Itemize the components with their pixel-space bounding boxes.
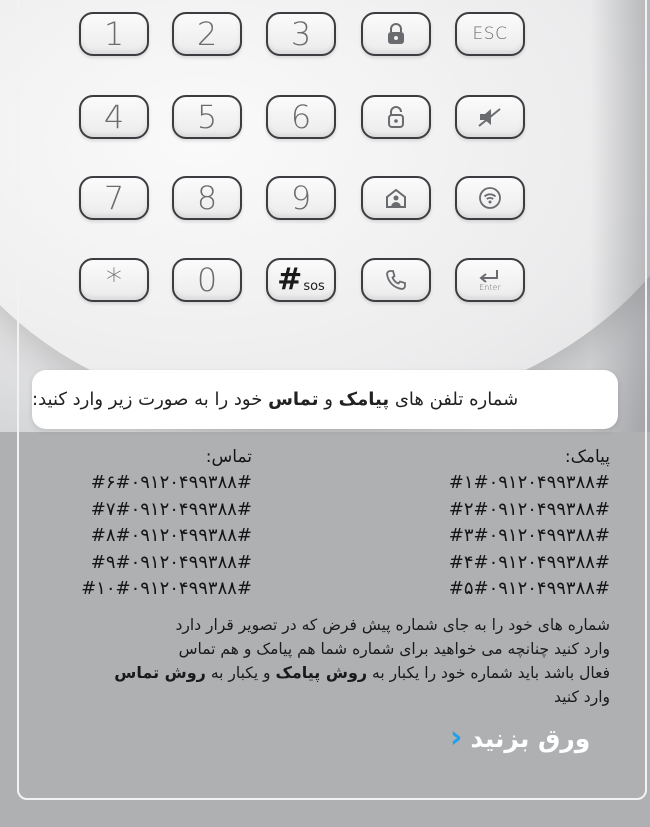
instructions-call-method: روش تماس — [114, 663, 206, 682]
enter-label: Enter — [479, 283, 501, 292]
unlock-icon — [385, 105, 407, 129]
esc-label: ESC — [472, 23, 508, 44]
lock-icon — [385, 22, 407, 46]
sms-number: #۵#۰۹۱۲۰۴۹۹۳۸۸# — [448, 578, 610, 599]
headline-sms: پیامک — [338, 389, 390, 410]
key-2-label: 2 — [196, 15, 218, 53]
sms-title: پیامک: — [564, 447, 610, 467]
headline-call: تماس — [268, 389, 319, 410]
instructions-text — [36, 614, 610, 709]
chevron-left-icon: ‹ — [450, 720, 463, 755]
swipe-next-button[interactable] — [450, 718, 615, 758]
key-9[interactable] — [266, 176, 336, 220]
key-7[interactable] — [79, 176, 149, 220]
key-wifi[interactable] — [455, 176, 525, 220]
instructions-line-2: وارد کنید چنانچه می خواهید برای شماره شما هم پیامک و هم تماس — [178, 639, 610, 658]
key-8[interactable] — [172, 176, 242, 220]
key-unlock[interactable] — [361, 95, 431, 139]
key-6[interactable] — [266, 95, 336, 139]
phone-icon — [384, 268, 408, 292]
instructions-line-1: شماره های خود را به جای شماره پیش فرض که در تصویر قرار دارد — [175, 616, 610, 634]
key-0-label: 0 — [196, 261, 218, 299]
sms-numbers-column — [396, 444, 610, 603]
key-8-label: 8 — [196, 179, 218, 217]
swipe-label: ورق بزنید — [470, 723, 591, 753]
instructions-line-3 — [36, 661, 610, 686]
wifi-icon — [478, 186, 502, 210]
key-star[interactable] — [79, 258, 149, 302]
key-esc[interactable] — [455, 12, 525, 56]
instructions-line-4: وارد کنید — [554, 687, 610, 706]
headline-part3: خود را به صورت زیر وارد کنید: — [32, 389, 269, 410]
key-star-label: * — [106, 261, 122, 299]
call-number: #۶#۰۹۱۲۰۴۹۹۳۸۸# — [90, 472, 252, 493]
key-4-label: 4 — [103, 98, 125, 136]
key-3[interactable] — [266, 12, 336, 56]
key-0[interactable] — [172, 258, 242, 302]
headline-part2: و — [318, 389, 339, 410]
sms-number: #۳#۰۹۱۲۰۴۹۹۳۸۸# — [448, 525, 610, 546]
sms-number: #۱#۰۹۱۲۰۴۹۹۳۸۸# — [448, 472, 610, 493]
key-5-label: 5 — [196, 98, 218, 136]
headline-text — [32, 389, 518, 410]
sms-number: #۲#۰۹۱۲۰۴۹۹۳۸۸# — [448, 498, 610, 520]
sos-sub-label: sos — [303, 278, 325, 294]
call-numbers-column — [40, 444, 252, 603]
sos-hash-label: # — [277, 262, 303, 297]
instructions-line-3a: فعال باشد باید شماره خود را یکبار به — [367, 664, 610, 682]
key-9-label: 9 — [290, 179, 312, 217]
call-number: #۹#۰۹۱۲۰۴۹۹۳۸۸# — [90, 551, 252, 573]
key-1[interactable] — [79, 12, 149, 56]
keypad — [0, 0, 650, 330]
key-2[interactable] — [172, 12, 242, 56]
sms-number: #۴#۰۹۱۲۰۴۹۹۳۸۸# — [448, 551, 610, 573]
key-sos[interactable] — [266, 258, 336, 302]
call-number: #۸#۰۹۱۲۰۴۹۹۳۸۸# — [90, 525, 252, 546]
mute-icon — [477, 106, 503, 128]
key-1-label: 1 — [103, 15, 125, 53]
key-5[interactable] — [172, 95, 242, 139]
key-3-label: 3 — [290, 15, 312, 53]
key-6-label: 6 — [290, 98, 312, 136]
key-call[interactable] — [361, 258, 431, 302]
call-number: #۷#۰۹۱۲۰۴۹۹۳۸۸# — [90, 498, 252, 520]
key-4[interactable] — [79, 95, 149, 139]
call-number: #۱۰#۰۹۱۲۰۴۹۹۳۸۸# — [81, 578, 252, 599]
home-person-icon — [384, 187, 408, 209]
key-home[interactable] — [361, 176, 431, 220]
instructions-sms-method: روش پیامک — [275, 663, 368, 682]
key-enter[interactable] — [455, 258, 525, 302]
instructions-line-3c: و یکبار به — [205, 664, 276, 682]
key-lock[interactable] — [361, 12, 431, 56]
headline-banner — [32, 370, 618, 429]
headline-part1: شماره تلفن های — [389, 389, 519, 410]
key-mute[interactable] — [455, 95, 525, 139]
key-7-label: 7 — [103, 179, 125, 217]
call-title: تماس: — [205, 447, 252, 467]
